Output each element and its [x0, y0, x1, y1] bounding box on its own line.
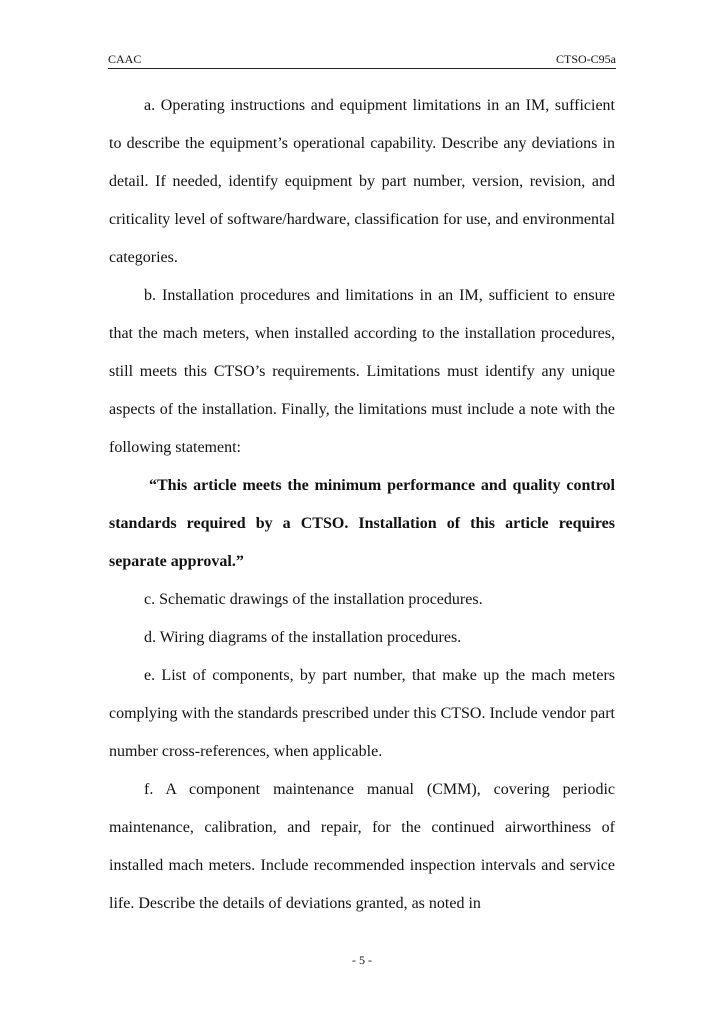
paragraph-c: c. Schematic drawings of the installation procedures.: [144, 591, 483, 608]
required-statement: “This article meets the minimum performance and quality control standards required by a CTSO. Installation of this article requires separate approval.”: [109, 477, 615, 570]
document-body: [109, 87, 615, 923]
paragraph-d: d. Wiring diagrams of the installation procedures.: [144, 629, 462, 646]
paragraph-a: a. Operating instructions and equipment limitations in an IM, sufficient to describe the equipment’s operational capability. Describe any deviations in detail. If needed, identify equipment by part number, version, revision, and criticality level of software/hardware, classification for use, and environmental categories.: [109, 97, 615, 266]
paragraph-b: b. Installation procedures and limitations in an IM, sufficient to ensure that the mach meters, when installed according to the installation procedures, still meets this CTSO’s requirements. Limitations must identify any unique aspects of the installation. Finally, the limitations must include a note with the following statement:: [109, 287, 615, 456]
paragraph-e: e. List of components, by part number, that make up the mach meters complying with the standards prescribed under this CTSO. Include vendor part number cross-references, when applicable.: [109, 667, 615, 760]
page-header: [108, 52, 616, 69]
page-number: - 5 -: [352, 953, 372, 967]
header-org: CAAC: [108, 52, 142, 66]
paragraph-f: f. A component maintenance manual (CMM), covering periodic maintenance, calibration, and repair, for the continued airworthiness of installed mach meters. Include recommended inspection intervals and service life. Describe the details of deviations granted, as noted in: [109, 781, 615, 912]
header-doc-id: CTSO-C95a: [556, 52, 616, 66]
